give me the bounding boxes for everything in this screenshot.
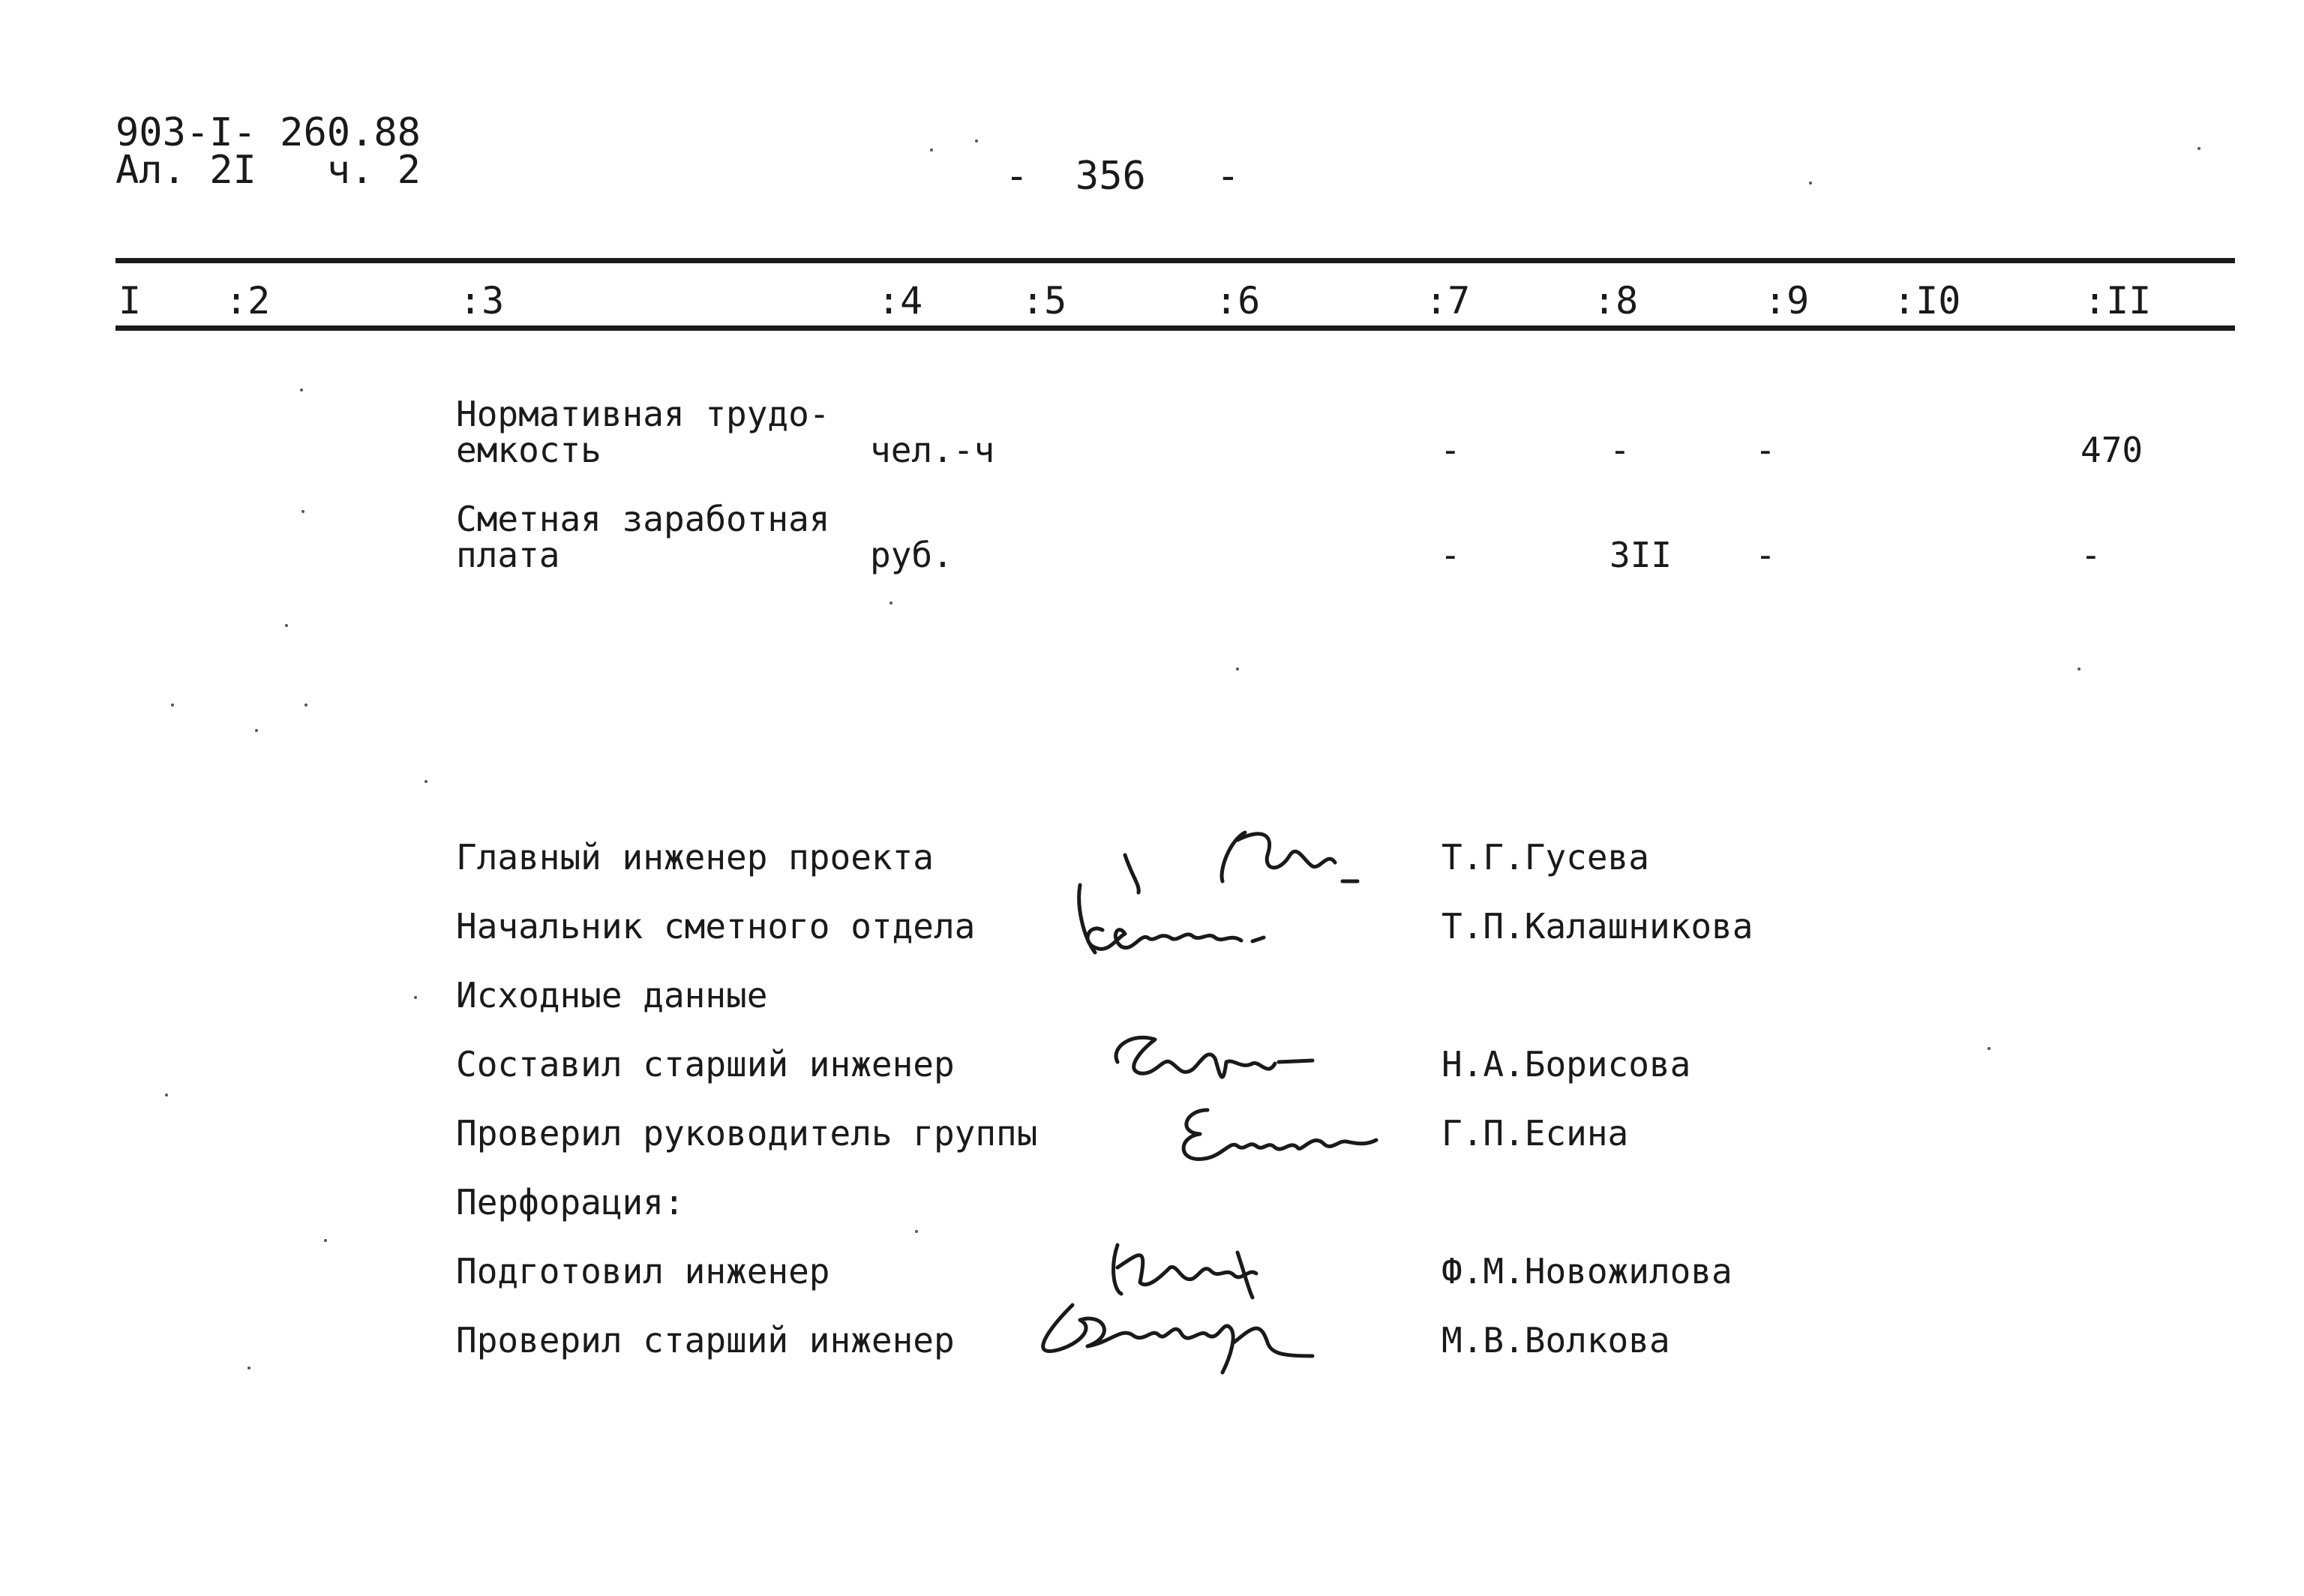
table-row-1-col11: 470 xyxy=(2080,430,2144,470)
signature-role-2: Начальник сметного отдела xyxy=(456,906,976,946)
table-row-1-col8: - xyxy=(1610,430,1630,470)
column-header-2: :2 xyxy=(225,279,271,322)
table-row-2-col9: - xyxy=(1755,535,1776,575)
table-row-2-col8: 3II xyxy=(1610,535,1672,575)
signature-role-1: Главный инженер проекта xyxy=(456,837,934,878)
scan-speck xyxy=(1988,1047,1990,1050)
scan-speck xyxy=(930,148,933,152)
scan-speck xyxy=(424,780,428,783)
signature-name-5: Г.П.Есина xyxy=(1442,1113,1629,1154)
scan-speck xyxy=(165,1094,168,1096)
column-header-9: :9 xyxy=(1764,279,1810,322)
signature-kalash-image xyxy=(1065,862,1290,982)
signature-role-6: Перфорация: xyxy=(456,1182,685,1222)
scan-speck xyxy=(300,388,303,392)
table-row-2-col7: - xyxy=(1440,535,1461,575)
signature-name-4: Н.А.Борисова xyxy=(1442,1044,1691,1084)
signature-name-8: М.В.Волкова xyxy=(1442,1320,1670,1360)
scan-speck xyxy=(171,704,174,706)
scan-speck xyxy=(1809,182,1812,184)
scan-speck xyxy=(304,704,308,706)
column-header-10: :I0 xyxy=(1893,279,1961,322)
signature-role-4: Составил старший инженер xyxy=(456,1044,955,1084)
signature-role-3: Исходные данные xyxy=(456,975,768,1016)
table-row-1-name: Нормативная трудо- емкость xyxy=(456,394,830,470)
document-code xyxy=(116,110,421,193)
column-header-6: :6 xyxy=(1215,279,1261,322)
table-row-2-name: Сметная заработная плата xyxy=(456,499,830,575)
signature-name-1: Т.Г.Гусева xyxy=(1442,837,1649,878)
table-row-1-col7: - xyxy=(1440,430,1461,470)
table-row-2-col11: - xyxy=(2080,535,2102,575)
scan-speck xyxy=(2078,668,2080,670)
page-number: - 356 - xyxy=(1005,154,1240,199)
scan-speck xyxy=(975,140,978,142)
column-header-4: :4 xyxy=(878,279,923,322)
table-row-1-col9: - xyxy=(1755,430,1776,470)
scan-speck xyxy=(2198,147,2200,150)
scan-speck xyxy=(890,602,892,604)
table-header-bottom-rule xyxy=(116,326,2235,331)
signature-name-7: Ф.М.Новожилова xyxy=(1442,1251,1732,1292)
column-header-11: :II xyxy=(2084,279,2152,322)
scan-speck xyxy=(255,729,258,732)
column-header-3: :3 xyxy=(459,279,505,322)
signature-name-2: Т.П.Калашникова xyxy=(1442,906,1754,946)
scan-speck xyxy=(302,510,304,513)
scan-speck xyxy=(324,1239,327,1242)
table-row-1-unit: чел.-ч xyxy=(870,430,995,470)
signature-role-5: Проверил руководитель группы xyxy=(456,1113,1038,1154)
document-code-line-1: 903-I- 260.88 xyxy=(116,110,421,155)
table-top-rule xyxy=(116,258,2235,263)
signature-esina-image xyxy=(1162,1088,1388,1178)
column-header-8: :8 xyxy=(1593,279,1639,322)
document-code-line-2: Ал. 2I ч. 2 xyxy=(116,148,421,193)
column-header-1: I xyxy=(118,279,142,322)
scan-speck xyxy=(285,624,288,627)
table-row-2-unit: руб. xyxy=(870,535,953,575)
signature-volkov-image xyxy=(1012,1275,1328,1380)
scan-speck xyxy=(1236,668,1239,670)
signature-role-7: Подготовил инженер xyxy=(456,1251,830,1292)
scan-speck xyxy=(915,1230,918,1233)
scan-speck xyxy=(248,1366,250,1370)
column-header-5: :5 xyxy=(1022,279,1067,322)
scan-speck xyxy=(414,996,417,999)
signature-role-8: Проверил старший инженер xyxy=(456,1320,955,1360)
column-header-7: :7 xyxy=(1425,279,1471,322)
